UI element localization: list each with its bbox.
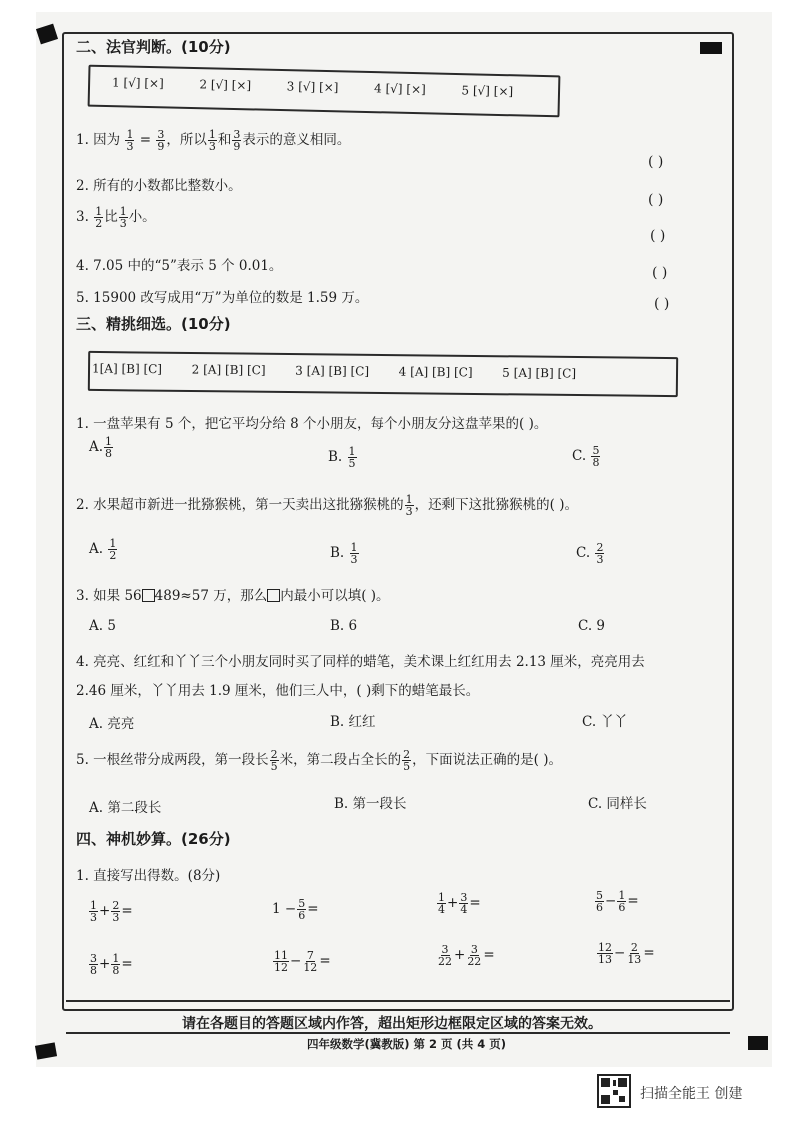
section3-question-5: 5. 一根丝带分成两段，第一段长 $\frac{2}{5}$ 米，第二段占全长的 $\frac{2}{5}$ ，下面说法正确的是( )。 bbox=[76, 748, 562, 773]
section2-title: 二、法官判断。(10分) bbox=[76, 38, 231, 56]
calc-item: $\frac{11}{12}$ − $\frac{7}{12}$ = bbox=[274, 949, 331, 974]
answer-item[interactable]: 5 [A] [B] [C] bbox=[502, 365, 577, 381]
option-a[interactable]: A. 第二段长 bbox=[89, 800, 162, 816]
footer-rule bbox=[66, 1000, 730, 1002]
answer-blank[interactable]: ( ) bbox=[648, 192, 664, 208]
blank-square bbox=[267, 589, 280, 602]
answer-item[interactable]: 1 [√] [×] bbox=[111, 75, 164, 91]
section2-question-2: 2. 所有的小数都比整数小。 bbox=[76, 178, 242, 194]
section3-question-4-line2: 2.46 厘米，丫丫用去 1.9 厘米，他们三人中，( )剩下的蜡笔最长。 bbox=[76, 683, 480, 699]
calc-item: $\frac{12}{13}$ − $\frac{2}{13}$ = bbox=[598, 941, 655, 966]
section2-question-3: 3. $\frac{1}{2}$ 比 $\frac{1}{3}$ 小。 bbox=[76, 205, 156, 230]
section3-question-2: 2. 水果超市新进一批猕猴桃，第一天卖出这批猕猴桃的 $\frac{1}{3}$ ，还剩下这批猕猴桃的( )。 bbox=[76, 493, 578, 518]
option-b[interactable]: B. 红红 bbox=[330, 714, 376, 730]
answer-blank[interactable]: ( ) bbox=[648, 154, 664, 170]
answer-item[interactable]: 2 [A] [B] [C] bbox=[191, 362, 266, 378]
calc-item: $\frac{3}{22}$ + $\frac{3}{22}$ = bbox=[438, 943, 495, 968]
answer-area-notice: 请在各题目的答题区域内作答，超出矩形边框限定区域的答案无效。 bbox=[182, 1016, 602, 1032]
option-b[interactable]: B. $\frac{1}{3}$ bbox=[330, 541, 358, 566]
calc-item: $\frac{5}{6}$ − $\frac{1}{6}$ = bbox=[596, 889, 639, 914]
answer-item[interactable]: 2 [√] [×] bbox=[199, 77, 252, 93]
answer-blank[interactable]: ( ) bbox=[654, 296, 670, 312]
registration-mark-bottom-right bbox=[748, 1036, 768, 1050]
option-b[interactable]: B. 6 bbox=[330, 618, 358, 634]
section2-question-1: 1. 因为 $\frac{1}{3}$ = $\frac{3}{9}$ ，所以 $\frac{1}{3}$ 和 $\frac{3}{9}$ 表示的意义相同。 bbox=[76, 128, 351, 153]
calc-item: $\frac{3}{8}$ + $\frac{1}{8}$ = bbox=[90, 952, 133, 977]
section3-question-1: 1. 一盘苹果有 5 个，把它平均分给 8 个小朋友，每个小朋友分这盘苹果的( )。 bbox=[76, 416, 548, 432]
calc-item: 1 − $\frac{5}{6}$ = bbox=[272, 897, 319, 922]
section4-subtitle: 1. 直接写出得数。(8分) bbox=[76, 868, 221, 884]
section2-question-5: 5. 15900 改写成用“万”为单位的数是 1.59 万。 bbox=[76, 290, 369, 306]
option-a[interactable]: A. $\frac{1}{2}$ bbox=[89, 537, 117, 562]
scanner-watermark: 扫描全能王 创建 bbox=[640, 1086, 743, 1102]
option-a[interactable]: A. $\frac{1}{8}$ bbox=[89, 435, 113, 460]
option-b[interactable]: B. $\frac{1}{5}$ bbox=[328, 445, 356, 470]
answer-blank[interactable]: ( ) bbox=[652, 265, 668, 281]
section3-question-3: 3. 如果 56 489≈57 万，那么 内最小可以填( )。 bbox=[76, 588, 390, 604]
option-c[interactable]: C. $\frac{5}{8}$ bbox=[572, 444, 600, 469]
section3-title: 三、精挑细选。(10分) bbox=[76, 315, 231, 333]
option-a[interactable]: A. 亮亮 bbox=[89, 716, 135, 732]
section3-question-4-line1: 4. 亮亮、红红和丫丫三个小朋友同时买了同样的蜡笔，美术课上红红用去 2.13 厘米，亮亮用去 bbox=[76, 654, 645, 670]
option-b[interactable]: B. 第一段长 bbox=[334, 796, 407, 812]
section4-title: 四、神机妙算。(26分) bbox=[76, 830, 231, 848]
option-c[interactable]: C. 9 bbox=[578, 618, 606, 634]
footer-rule bbox=[66, 1032, 730, 1034]
calc-item: $\frac{1}{4}$ + $\frac{3}{4}$ = bbox=[438, 891, 481, 916]
answer-blank[interactable]: ( ) bbox=[650, 228, 666, 244]
answer-item[interactable]: 1[A] [B] [C] bbox=[91, 361, 163, 377]
answer-item[interactable]: 4 [A] [B] [C] bbox=[398, 364, 473, 380]
qr-code-icon bbox=[597, 1074, 631, 1108]
option-c[interactable]: C. 丫丫 bbox=[582, 714, 628, 730]
answer-item[interactable]: 3 [√] [×] bbox=[286, 79, 339, 95]
option-c[interactable]: C. $\frac{2}{3}$ bbox=[576, 541, 604, 566]
answer-item[interactable]: 3 [A] [B] [C] bbox=[295, 363, 370, 379]
calc-item: $\frac{1}{3}$ + $\frac{2}{3}$ = bbox=[90, 899, 133, 924]
option-c[interactable]: C. 同样长 bbox=[588, 796, 647, 812]
answer-item[interactable]: 5 [√] [×] bbox=[461, 83, 514, 99]
section2-question-4: 4. 7.05 中的“5”表示 5 个 0.01。 bbox=[76, 258, 283, 274]
answer-item[interactable]: 4 [√] [×] bbox=[373, 81, 426, 97]
page-info: 四年级数学(冀教版) 第 2 页 (共 4 页) bbox=[307, 1037, 507, 1051]
blank-square bbox=[142, 589, 155, 602]
option-a[interactable]: A. 5 bbox=[89, 618, 116, 634]
